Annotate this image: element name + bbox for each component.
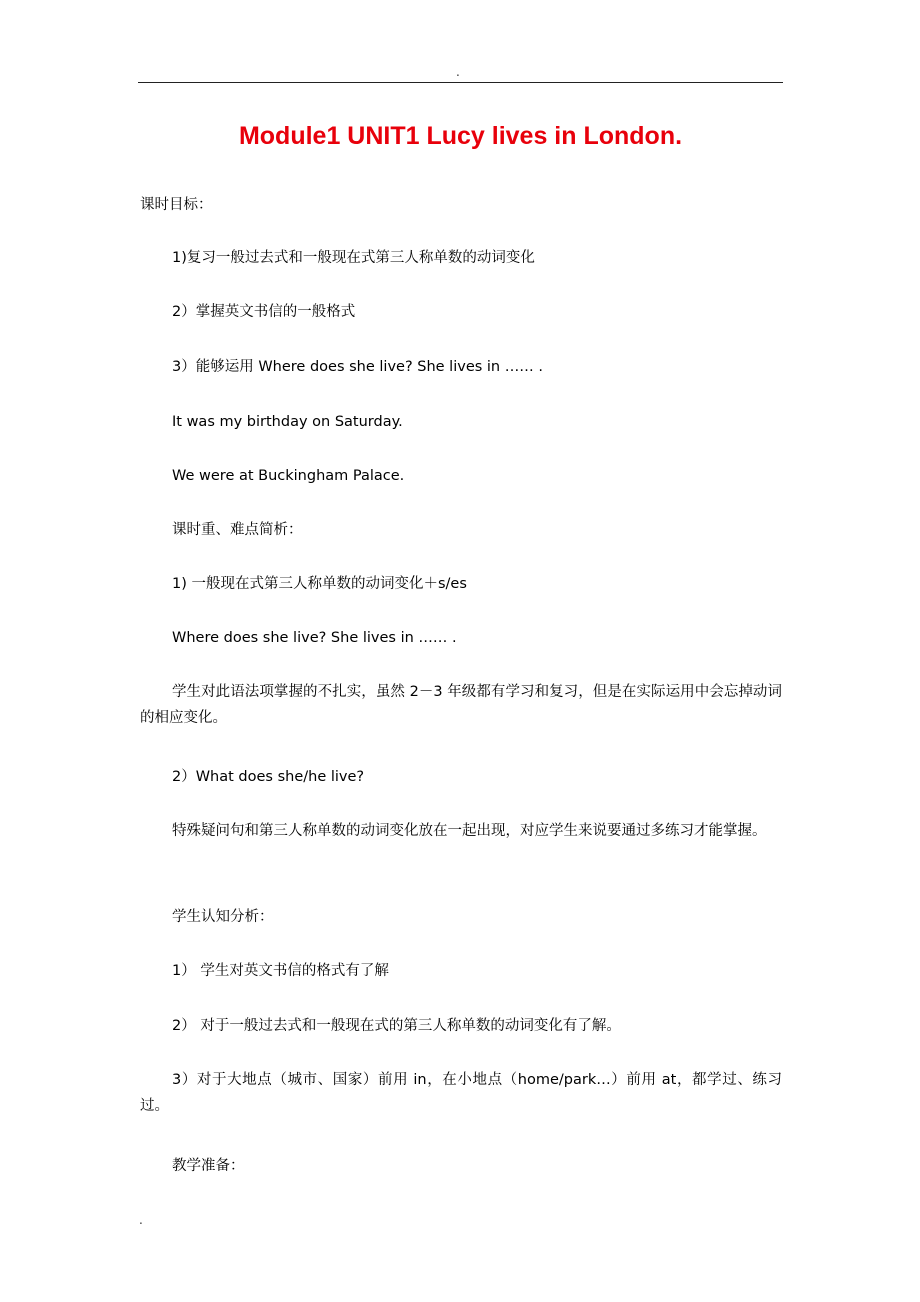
- objective-1: 1)复习一般过去式和一般现在式第三人称单数的动词变化: [172, 250, 535, 266]
- key-point-1-example: Where does she live? She lives in …… .: [172, 630, 457, 646]
- cognition-1: 1） 学生对英文书信的格式有了解: [172, 963, 389, 979]
- objective-2: 2）掌握英文书信的一般格式: [172, 304, 356, 320]
- preparation-heading: 教学准备：: [172, 1158, 245, 1174]
- sentence-palace: We were at Buckingham Palace.: [172, 468, 405, 484]
- key-point-1: 1) 一般现在式第三人称单数的动词变化＋s/es: [172, 576, 467, 592]
- objective-3: 3）能够运用 Where does she live? She lives in …… .: [172, 359, 543, 375]
- sentence-birthday: It was my birthday on Saturday.: [172, 414, 403, 430]
- objectives-heading: 课时目标：: [140, 197, 213, 213]
- cognition-2: 2） 对于一般过去式和一般现在式的第三人称单数的动词变化有了解。: [172, 1018, 621, 1034]
- document-title: Module1 UNIT1 Lucy lives in London.: [238, 122, 683, 150]
- key-point-2-note: 特殊疑问句和第三人称单数的动词变化放在一起出现，对应学生来说要通过多练习才能掌握。: [172, 823, 767, 839]
- key-point-1-note: 学生对此语法项掌握的不扎实，虽然 2－3 年级都有学习和复习，但是在实际运用中会忘掉动词的相应变化。: [140, 684, 782, 726]
- key-points-heading: 课时重、难点简析：: [172, 522, 303, 538]
- header-dot: .: [456, 65, 460, 79]
- footer-dot: .: [139, 1213, 143, 1227]
- cognition-3: 3）对于大地点（城市、国家）前用 in，在小地点（home/park…）前用 at，都学过、练习过。: [140, 1072, 782, 1114]
- cognition-heading: 学生认知分析：: [172, 909, 274, 925]
- header-rule: [138, 82, 783, 83]
- key-point-2: 2）What does she/he live?: [172, 769, 365, 785]
